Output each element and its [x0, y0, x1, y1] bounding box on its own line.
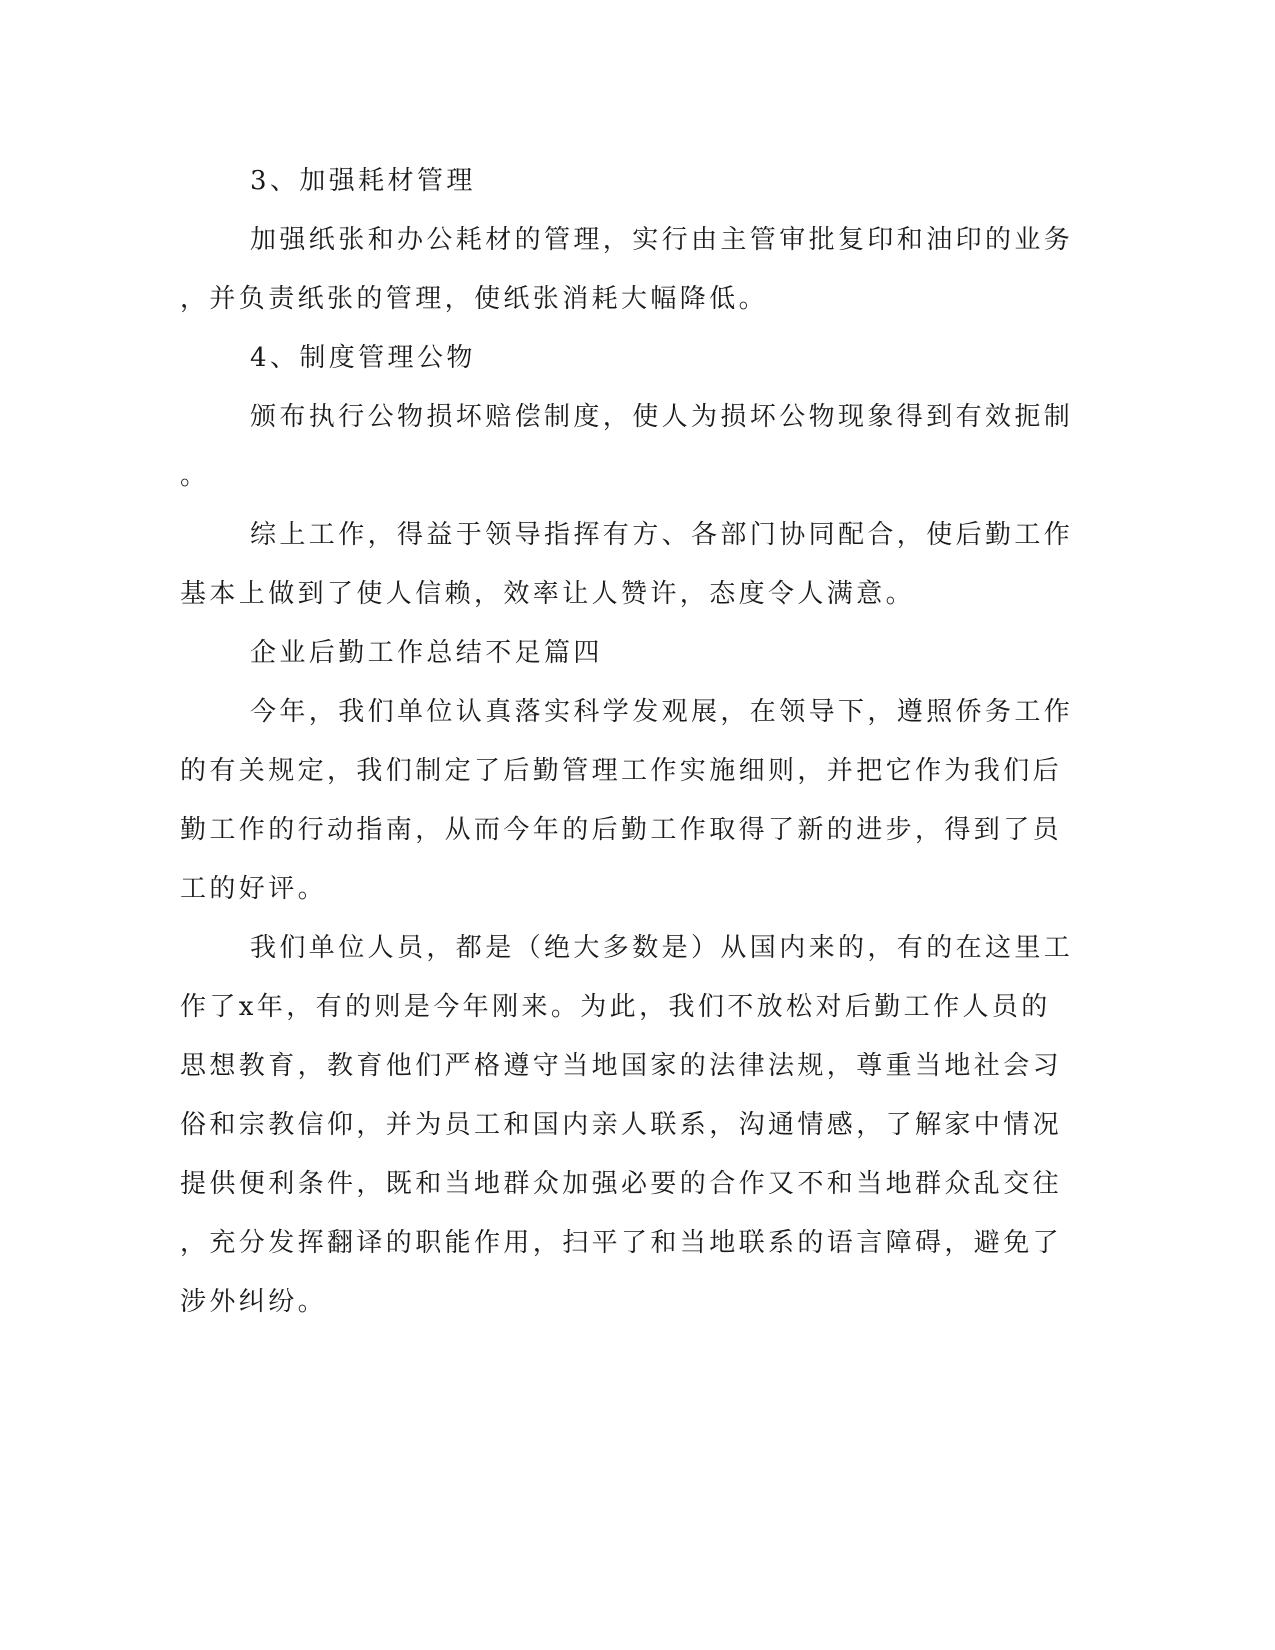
paragraph-line: ，并负责纸张的管理，使纸张消耗大幅降低。	[180, 284, 769, 314]
paragraph-line: 的有关规定，我们制定了后勤管理工作实施细则，并把它作为我们后	[180, 756, 1063, 786]
paragraph-line: 作了x年，有的则是今年刚来。为此，我们不放松对后勤工作人员的	[180, 992, 1051, 1022]
section-title: 企业后勤工作总结不足篇四	[250, 638, 603, 668]
paragraph-line: ，充分发挥翻译的职能作用，扫平了和当地联系的语言障碍，避免了	[180, 1228, 1063, 1258]
heading-consumables: 3、加强耗材管理	[250, 166, 476, 196]
paragraph-line: 提供便利条件，既和当地群众加强必要的合作又不和当地群众乱交往	[180, 1169, 1063, 1199]
paragraph-line: 我们单位人员，都是（绝大多数是）从国内来的，有的在这里工	[250, 933, 1074, 963]
paragraph-line: 俗和宗教信仰，并为员工和国内亲人联系，沟通情感，了解家中情况	[180, 1110, 1063, 1140]
paragraph-line: 今年，我们单位认真落实科学发观展，在领导下，遵照侨务工作	[250, 697, 1074, 727]
paragraph-line: 基本上做到了使人信赖，效率让人赞许，态度令人满意。	[180, 579, 916, 609]
paragraph-line: 思想教育，教育他们严格遵守当地国家的法律法规，尊重当地社会习	[180, 1051, 1063, 1081]
paragraph-line: 加强纸张和办公耗材的管理，实行由主管审批复印和油印的业务	[250, 225, 1074, 255]
heading-public-property: 4、制度管理公物	[250, 343, 476, 373]
paragraph-line: 勤工作的行动指南，从而今年的后勤工作取得了新的进步，得到了员	[180, 815, 1063, 845]
paragraph-line: 涉外纠纷。	[180, 1287, 328, 1317]
paragraph-line: 工的好评。	[180, 874, 328, 904]
paragraph-line: 颁布执行公物损坏赔偿制度，使人为损坏公物现象得到有效扼制	[250, 402, 1074, 432]
paragraph-line: 综上工作，得益于领导指挥有方、各部门协同配合，使后勤工作	[250, 520, 1074, 550]
paragraph-line: 。	[180, 461, 210, 491]
